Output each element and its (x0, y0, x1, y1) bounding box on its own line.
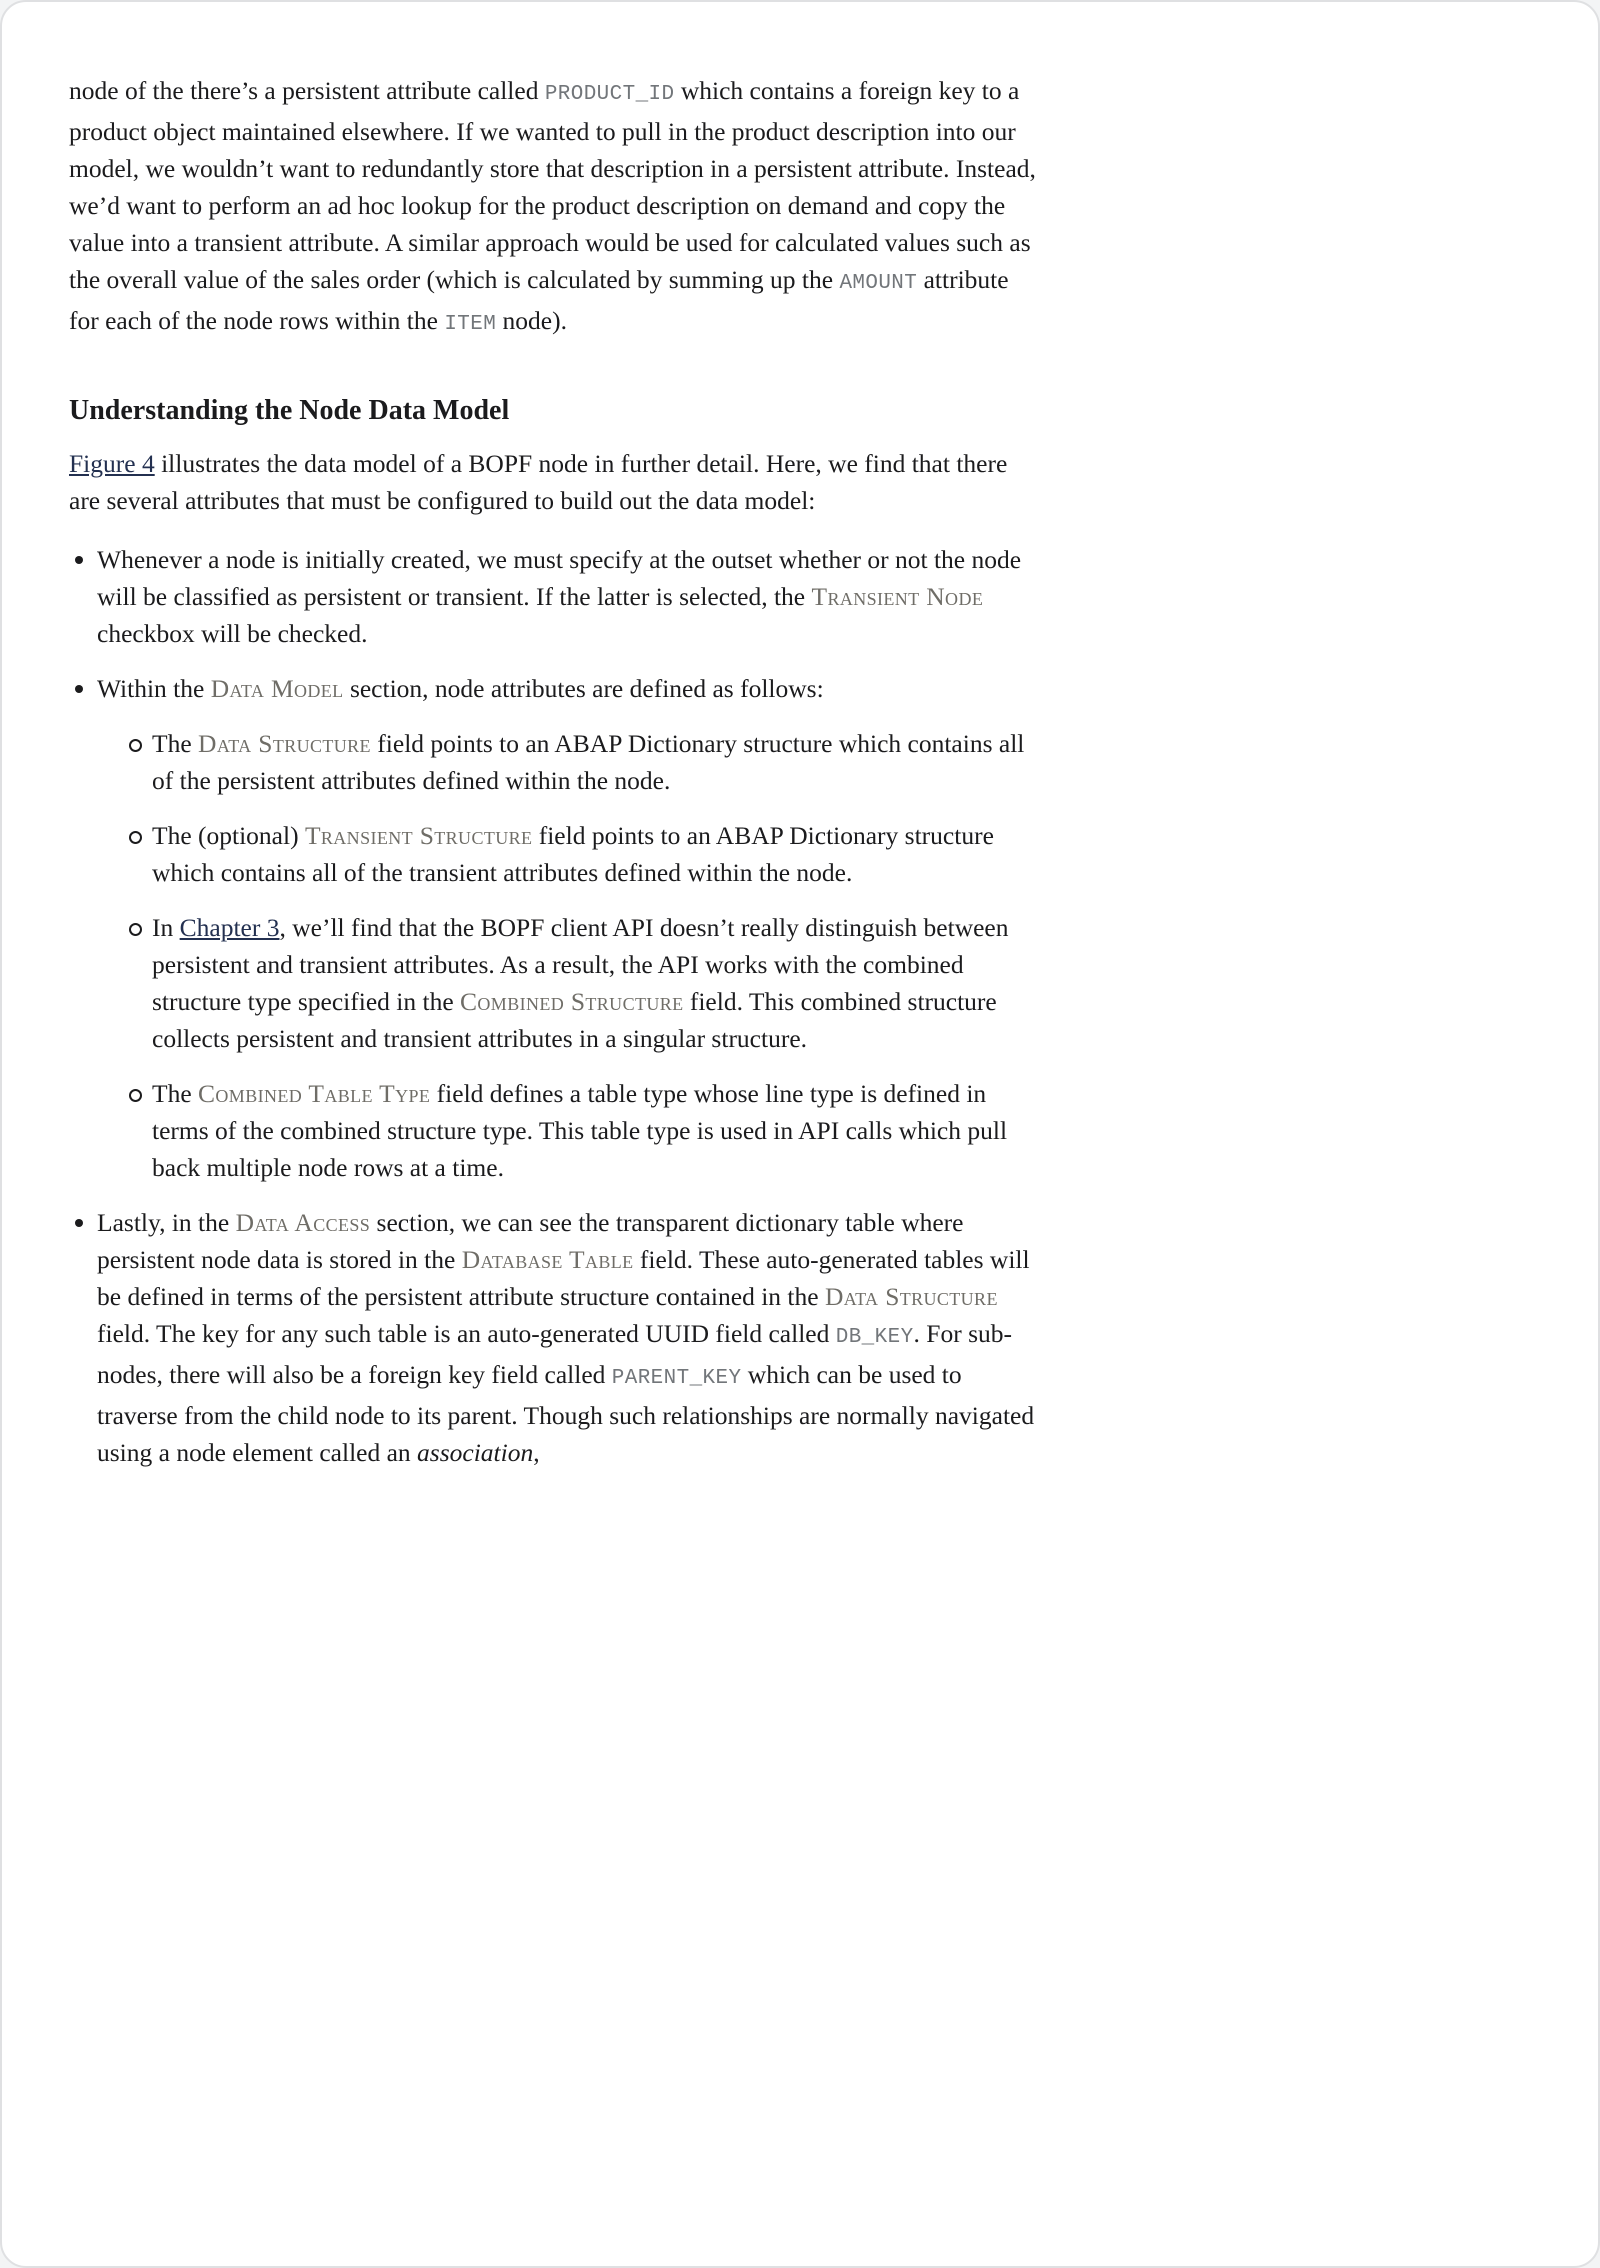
text-run: field. This combined structure collects persistent and transient attributes in a singular structure. (152, 987, 997, 1053)
ui-field-term: Combined Structure (460, 987, 684, 1016)
ui-field-term: Data Access (235, 1208, 371, 1237)
emphasis-text: association (417, 1438, 534, 1467)
text-run: In (152, 913, 180, 942)
inline-link[interactable]: Figure 4 (69, 449, 155, 478)
code-term: DB_KEY (835, 1326, 914, 1349)
text-run: . For sub-nodes, there will also be a foreign key field called (97, 1319, 1013, 1389)
text-run: , we’ll find that the BOPF client API doesn’t really distinguish between persistent and transient attributes. As a result, the API works with the combined structure type specified in the (152, 913, 1009, 1016)
code-term: ITEM (444, 313, 497, 336)
text-run: checkbox will be checked. (97, 619, 368, 648)
text-run: field defines a table type whose line type is defined in terms of the combined structure type. This table type is used in API calls which pull back multiple node rows at a time. (152, 1079, 1008, 1182)
list-item (124, 817, 1043, 891)
text-run: node). (496, 306, 567, 335)
ui-field-term: Data Structure (824, 1282, 998, 1311)
code-term: PARENT_KEY (611, 1367, 742, 1390)
text-run: field points to an ABAP Dictionary structure which contains all of the transient attributes defined within the node. (152, 821, 994, 887)
list-item (69, 670, 1043, 1186)
code-term: AMOUNT (839, 272, 918, 295)
text-run: attribute for each of the node rows within the (69, 265, 1009, 335)
text-run: , (533, 1438, 540, 1467)
ui-field-term: Data Structure (198, 729, 371, 758)
ui-field-term: Transient Node (811, 582, 984, 611)
ui-field-term: Data Model (210, 674, 344, 703)
text-run: field. These auto-generated tables will be defined in terms of the persistent attribute structure contained in the (97, 1245, 1030, 1311)
list-item (69, 541, 1043, 652)
ui-field-term: Combined Table Type (198, 1079, 431, 1108)
text-run: Whenever a node is initially created, we must specify at the outset whether or not the node will be classified as persistent or transient. If the latter is selected, the (97, 545, 1022, 611)
text-run: which can be used to traverse from the child node to its parent. Though such relationships are normally navigated using a node element called an (97, 1360, 1035, 1467)
text-run: which contains a foreign key to a product object maintained elsewhere. If we wanted to pull in the product description into our model, we wouldn’t want to redundantly store that description in a persistent attribute. Instead, we’d want to perform an ad hoc lookup for the product description on demand and copy the value into a transient attribute. A similar approach would be used for calculated values such as the overall value of the sales order (which is calculated by summing up the (69, 76, 1036, 294)
text-run: Understanding the Node Data Model (69, 395, 510, 426)
section-heading (69, 393, 1043, 429)
paragraph (69, 445, 1043, 519)
text-run: Within the (97, 674, 211, 703)
ui-field-term: Database Table (461, 1245, 634, 1274)
text-run: The (152, 729, 199, 758)
text-run: The (optional) (152, 821, 305, 850)
text-run: The (152, 1079, 199, 1108)
sub-bullet-list (124, 725, 1043, 1186)
text-run: field points to an ABAP Dictionary structure which contains all of the persistent attributes defined within the node. (152, 729, 1025, 795)
bullet-list (69, 541, 1043, 1471)
list-item (124, 725, 1043, 799)
list-item (124, 1075, 1043, 1186)
list-item (69, 1204, 1043, 1471)
paragraph (69, 72, 1043, 343)
text-run: section, we can see the transparent dictionary table where persistent node data is stored in the (97, 1208, 964, 1274)
text-run: node of the there’s a persistent attribute called (69, 76, 545, 105)
text-run: field. The key for any such table is an auto-generated UUID field called (97, 1319, 836, 1348)
text-run: Lastly, in the (97, 1208, 236, 1237)
text-run: section, node attributes are defined as follows: (343, 674, 824, 703)
inline-link[interactable]: Chapter 3 (179, 913, 280, 942)
text-run: illustrates the data model of a BOPF node in further detail. Here, we find that there are several attributes that must be configured to build out the data model: (69, 449, 1008, 515)
list-item (124, 909, 1043, 1057)
ui-field-term: Transient Structure (304, 821, 533, 850)
code-term: PRODUCT_ID (544, 83, 675, 106)
document-content (69, 72, 1043, 1471)
